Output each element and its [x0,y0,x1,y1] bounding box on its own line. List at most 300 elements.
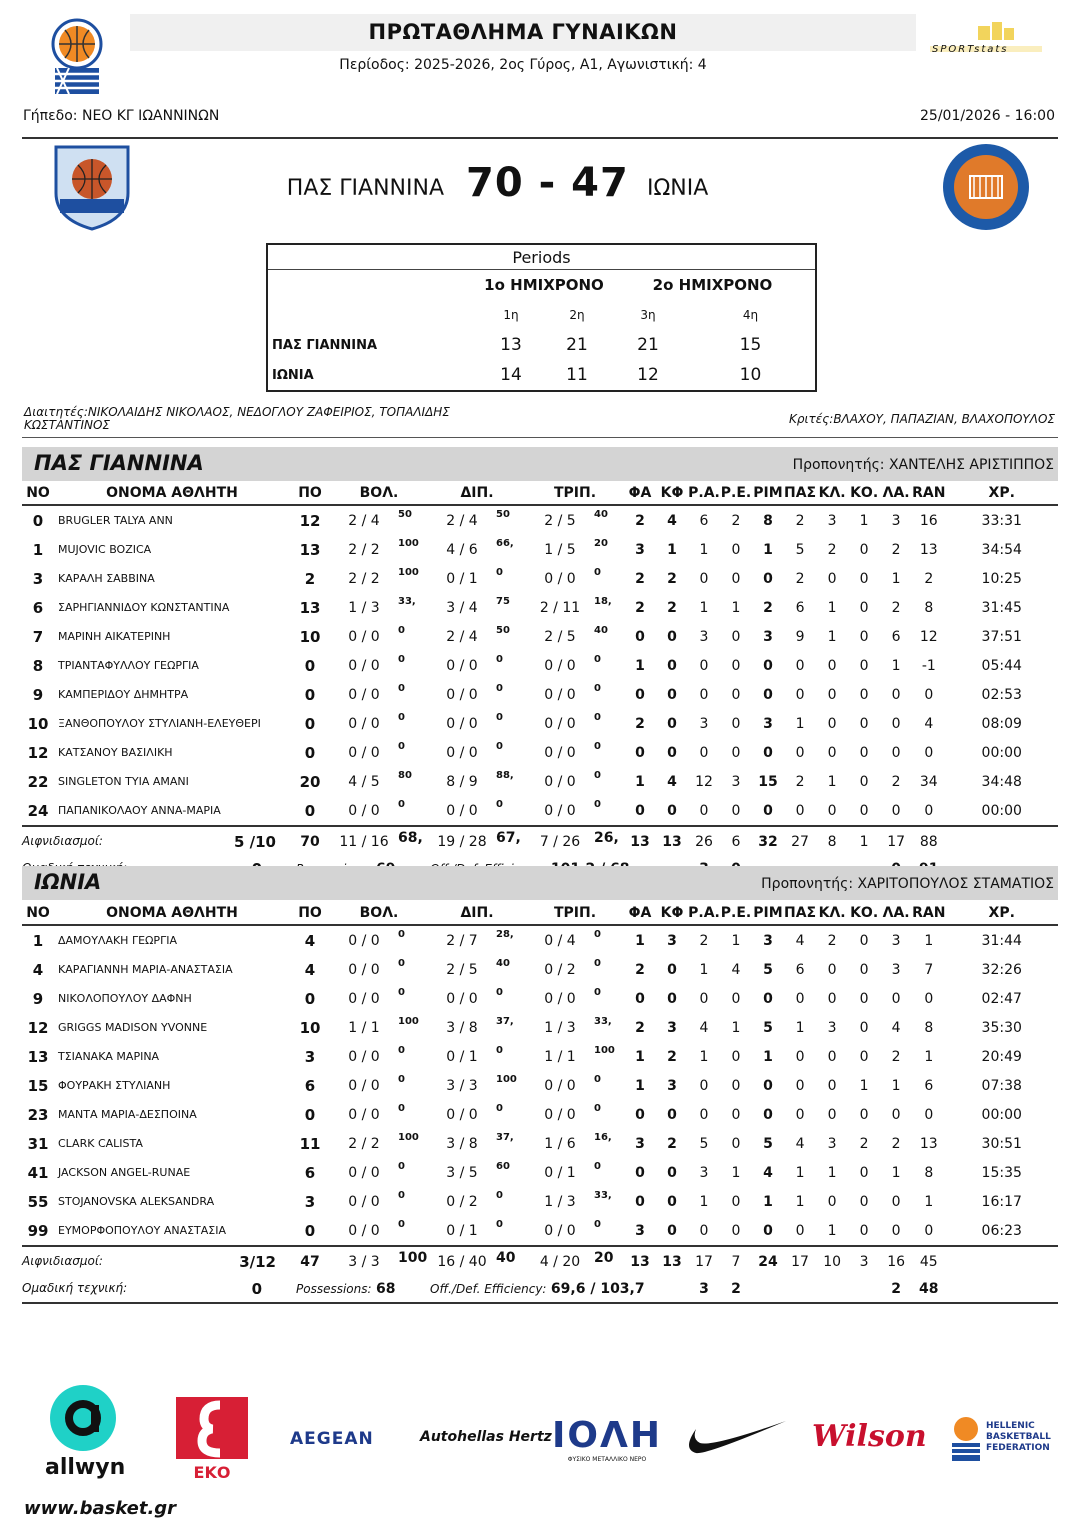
player-row [22,505,1058,535]
col-re: 0 [731,1135,741,1152]
col-name: ΕΥΜΟΡΦΟΠΟΥΛΟΥ ΑΝΑΣΤΑΣΙΑ [58,1224,227,1237]
col-ko: 0 [859,961,869,978]
total-ra: 17 [688,1246,720,1276]
col-no: 23 [27,1105,49,1124]
column-header: ΠΑΣ [784,902,816,925]
col-two: 2 / 4 [446,628,478,645]
col-ko: 0 [859,570,869,587]
col-rim: 0 [763,802,773,819]
col-fg: 0 / 0 [348,657,380,674]
col-pct: 0 [496,654,503,665]
col-pct: 0 [398,1161,405,1172]
total-fg: 3 / 3 [330,1246,398,1276]
col-no: 31 [27,1134,49,1153]
col-pct: 75 [496,596,510,607]
possessions-cell [290,1276,428,1303]
col-time: 31:45 [981,599,1022,616]
col-pas: 6 [795,599,805,616]
period-score: 13 [500,335,522,355]
col-ran: 16 [919,512,938,529]
col-three: 0 / 4 [544,932,576,949]
column-header: ΝΟ [22,902,54,925]
col-la: 0 [891,802,901,819]
col-time: 05:44 [981,657,1022,674]
column-header: ΚΛ. [816,482,848,505]
col-rim: 8 [763,512,773,529]
column-header: ΛΑ. [880,902,912,925]
col-rim: 0 [763,1222,773,1239]
col-pct: 0 [496,1190,503,1201]
column-header: ΚΟ. [848,482,880,505]
col-kl: 1 [827,628,837,645]
col-three: 1 / 1 [544,1048,576,1065]
col-re: 0 [731,1222,741,1239]
col-re: 0 [731,802,741,819]
col-ran: 4 [924,715,934,732]
player-row [22,1129,1058,1158]
col-rim: 0 [763,990,773,1007]
col-fg: 0 / 0 [348,1077,380,1094]
col-time: 00:00 [981,744,1022,761]
col-time: 07:38 [981,1077,1022,1094]
col-ran: 0 [924,1222,934,1239]
col-ra: 4 [699,1019,709,1036]
team-section-name: ΙΩΝΙΑ [34,870,102,894]
col-kf: 0 [667,1164,677,1181]
col-ra: 3 [699,715,709,732]
col-fa: 0 [635,686,645,703]
col-pct: 33, [594,1016,612,1027]
col-pct: 0 [398,712,405,723]
col-kl: 0 [827,961,837,978]
col-pts: 3 [304,1047,316,1066]
col-fa: 2 [635,715,645,732]
col-pct: 0 [594,958,601,969]
col-fg: 2 / 2 [348,570,380,587]
player-row [22,1158,1058,1187]
col-time: 16:17 [981,1193,1022,1210]
col-kl: 0 [827,1048,837,1065]
col-kf: 2 [667,1135,677,1152]
col-la: 0 [891,1106,901,1123]
col-pct: 18, [594,596,612,607]
team-empty [784,1276,816,1303]
total-two-pct: 67, [496,826,526,856]
col-two: 0 / 0 [446,744,478,761]
col-no: 24 [27,801,49,820]
col-re: 0 [731,715,741,732]
col-pas: 0 [795,744,805,761]
col-ko: 0 [859,628,869,645]
table-header-row [22,482,1058,505]
col-fg: 0 / 0 [348,932,380,949]
col-ko: 0 [859,1222,869,1239]
col-two: 0 / 0 [446,657,478,674]
col-re: 0 [731,1077,741,1094]
col-pas: 1 [795,1193,805,1210]
team-stats-row [22,1276,1058,1303]
col-pct: 0 [496,567,503,578]
team-la: 2 [880,1276,912,1303]
period-label: 1η [503,308,519,322]
col-rim: 0 [763,1106,773,1123]
col-ko: 0 [859,541,869,558]
col-la: 0 [891,715,901,732]
col-time: 06:23 [981,1222,1022,1239]
eko-text: ΕΚΟ [193,1463,231,1482]
col-no: 41 [27,1163,49,1182]
total-three: 7 / 26 [526,826,594,856]
col-pct: 0 [594,1161,601,1172]
col-pas: 0 [795,1106,805,1123]
col-fg: 0 / 0 [348,961,380,978]
col-pts: 6 [304,1076,316,1095]
col-pct: 100 [594,1045,615,1056]
col-re: 0 [731,1048,741,1065]
col-name: ΣΑΡΗΓΙΑΝΝΙΔΟΥ ΚΩΝΣΤΑΝΤΙΝΑ [58,601,230,614]
col-ran: 0 [924,686,934,703]
col-ran: 0 [924,990,934,1007]
col-pct: 0 [594,712,601,723]
player-row [22,1100,1058,1129]
col-two: 4 / 6 [446,541,478,558]
col-kl: 3 [827,1019,837,1036]
col-pts: 3 [304,1192,316,1211]
col-three: 1 / 3 [544,1193,576,1210]
col-name: MUJOVIC BOZICA [58,543,152,556]
aegean-logo: AEGEAN [290,1429,374,1449]
column-header: ΒΟΛ. [330,482,428,505]
col-la: 1 [891,1164,901,1181]
away-team-name: ΙΩΝΙΑ [647,176,709,201]
col-three: 2 / 5 [544,512,576,529]
player-row [22,1013,1058,1042]
col-pct: 0 [594,683,601,694]
col-pts: 13 [299,598,321,617]
col-ko: 0 [859,715,869,732]
col-pct: 0 [496,712,503,723]
col-time: 32:26 [981,961,1022,978]
col-pct: 0 [594,929,601,940]
col-fg: 0 / 0 [348,1048,380,1065]
col-pct: 33, [398,596,416,607]
col-rim: 4 [763,1164,773,1181]
total-ran: 88 [912,826,945,856]
col-pts: 0 [304,743,316,762]
col-la: 2 [891,599,901,616]
allwyn-logo [45,1385,125,1480]
col-name: JACKSON ANGEL-RUNAE [58,1166,191,1179]
col-fg: 0 / 0 [348,802,380,819]
total-ra: 26 [688,826,720,856]
total-two: 19 / 28 [428,826,496,856]
col-name: CLARK CALISTA [58,1137,143,1150]
col-re: 3 [731,773,741,790]
col-pct: 40 [594,509,608,520]
col-ran: 0 [924,744,934,761]
col-pct: 50 [496,625,510,636]
col-kl: 0 [827,715,837,732]
player-row [22,925,1058,955]
timeouts-value: 3/12 [239,1252,276,1271]
period-row-team: ΙΩΝΙΑ [272,367,314,383]
col-name: ΞΑΝΘΟΠΟΥΛΟΥ ΣΤΥΛΙΑΝΗ-ΕΛΕΥΘΕΡΙ [58,717,261,730]
col-ran: 1 [924,1048,934,1065]
col-pct: 0 [398,1074,405,1085]
col-pts: 10 [299,1018,321,1037]
col-pts: 6 [304,1163,316,1182]
player-row [22,796,1058,826]
home-team-logo [50,143,134,231]
total-pas: 17 [784,1246,816,1276]
second-half-label: 2ο ΗΜΙΧΡΟΝΟ [652,276,773,294]
team-empty [945,1276,1058,1303]
col-pas: 0 [795,686,805,703]
col-ko: 1 [859,512,869,529]
col-name: SINGLETON TYIA AMANI [58,775,189,788]
col-three: 0 / 0 [544,1222,576,1239]
col-three: 0 / 0 [544,773,576,790]
total-kf: 13 [656,826,688,856]
col-no: 9 [32,989,44,1008]
total-three: 4 / 20 [526,1246,594,1276]
col-kf: 0 [667,802,677,819]
col-pct: 0 [398,987,405,998]
allwyn-text: allwyn [45,1455,126,1480]
total-pas: 27 [784,826,816,856]
player-row [22,1216,1058,1246]
total-kl: 8 [816,826,848,856]
col-name: ΤΡΙΑΝΤΑΦΥΛΛΟΥ ΓΕΩΡΓΙΑ [58,659,199,672]
player-row [22,564,1058,593]
col-kl: 2 [827,932,837,949]
col-two: 0 / 1 [446,570,478,587]
column-header: ΔΙΠ. [428,902,526,925]
total-rim: 32 [752,826,784,856]
col-la: 2 [891,773,901,790]
col-no: 1 [32,540,44,559]
possessions-label: Possessions: [296,1282,372,1296]
col-two: 3 / 3 [446,1077,478,1094]
venue: Γήπεδο: ΝΕΟ ΚΓ ΙΩΑΝΝΙΝΩΝ [23,108,220,124]
team-empty [752,1276,784,1303]
column-header: ΠΑΣ [784,482,816,505]
col-ra: 0 [699,657,709,674]
col-pct: 0 [398,1103,405,1114]
col-pct: 0 [398,799,405,810]
col-ko: 0 [859,1193,869,1210]
box-score-table [22,482,1058,884]
team-empty [848,1276,880,1303]
iolh-subtitle: ΦΥΣΙΚΟ ΜΕΤΑΛΛΙΚΟ ΝΕΡΟ [567,1456,647,1463]
column-header: ΟΝΟΜΑ ΑΘΛΗΤΗ [54,482,290,505]
timeouts-value: 5 /10 [233,832,276,851]
col-ran: 8 [924,599,934,616]
column-header: ΚΦ [656,482,688,505]
col-ra: 0 [699,990,709,1007]
col-pas: 9 [795,628,805,645]
total-la: 17 [880,826,912,856]
col-fa: 1 [635,773,645,790]
col-rim: 5 [763,1019,773,1036]
col-pct: 0 [398,1045,405,1056]
column-header: RAN [912,482,945,505]
col-ran: 0 [924,1106,934,1123]
col-three: 0 / 0 [544,715,576,732]
col-kl: 0 [827,1193,837,1210]
col-ko: 0 [859,802,869,819]
col-no: 22 [27,772,49,791]
col-ran: -1 [921,657,936,674]
player-row [22,593,1058,622]
officials: Διαιτητές:ΝΙΚΟΛΑΙΔΗΣ ΝΙΚΟΛΑΟΣ, ΝΕΔΟΓΛΟΥ ΖΑΦΕΙΡΙΟΣ, ΤΟΠΑΛΙΔΗΣ ΚΩΣΤΑΝΤΙΝΟΣ [24,405,450,432]
col-ko: 0 [859,599,869,616]
col-re: 0 [731,744,741,761]
total-re: 6 [720,826,752,856]
efficiency-label: Off./Def. Efficiency: [430,1282,547,1296]
col-pas: 4 [795,1135,805,1152]
player-row [22,1187,1058,1216]
col-kl: 3 [827,1135,837,1152]
col-pct: 80 [398,770,412,781]
col-re: 2 [731,512,741,529]
col-pct: 0 [496,1219,503,1230]
total-kl: 10 [816,1246,848,1276]
col-kf: 1 [667,541,677,558]
col-ra: 5 [699,1135,709,1152]
col-kf: 0 [667,961,677,978]
col-pts: 0 [304,685,316,704]
col-pct: 0 [594,1103,601,1114]
col-fa: 3 [635,1135,645,1152]
total-ko: 1 [848,826,880,856]
col-fg: 0 / 0 [348,1193,380,1210]
col-name: ΔΑΜΟΥΛΑΚΗ ΓΕΩΡΓΙΑ [58,934,177,947]
col-rim: 3 [763,932,773,949]
col-fg: 0 / 0 [348,686,380,703]
col-la: 2 [891,1135,901,1152]
col-fg: 0 / 0 [348,715,380,732]
totals-label-cell [22,1246,290,1276]
website-link[interactable]: www.basket.gr [24,1498,177,1519]
col-fg: 1 / 1 [348,1019,380,1036]
col-two: 0 / 0 [446,1106,478,1123]
team-coach: Προπονητής: ΧΑΡΙΤΟΠΟΥΛΟΣ ΣΤΑΜΑΤΙΟΣ [761,876,1054,892]
col-kf: 0 [667,744,677,761]
col-ra: 12 [695,773,713,790]
column-header: ΧΡ. [945,902,1058,925]
col-pas: 5 [795,541,805,558]
total-ko: 3 [848,1246,880,1276]
col-no: 55 [27,1192,49,1211]
col-re: 1 [731,932,741,949]
col-rim: 1 [763,541,773,558]
total-three-pct: 26, [594,826,624,856]
player-row [22,622,1058,651]
col-kl: 1 [827,773,837,790]
col-rim: 5 [763,1135,773,1152]
col-re: 0 [731,1106,741,1123]
col-pct: 0 [496,987,503,998]
total-fa: 13 [624,1246,656,1276]
col-name: ΚΑΤΣΑΝΟΥ ΒΑΣΙΛΙΚΗ [58,746,173,759]
col-pts: 10 [299,627,321,646]
col-pas: 2 [795,773,805,790]
column-header: ΡΙΜ [752,902,784,925]
total-la: 16 [880,1246,912,1276]
col-kl: 0 [827,1106,837,1123]
col-ran: 2 [924,570,934,587]
col-no: 3 [32,569,44,588]
col-ran: 13 [919,541,938,558]
column-header: ΟΝΟΜΑ ΑΘΛΗΤΗ [54,902,290,925]
total-empty [945,826,1058,856]
col-ko: 0 [859,1048,869,1065]
col-re: 4 [731,961,741,978]
column-header: ΤΡΙΠ. [526,482,624,505]
period-label: 2η [569,308,585,322]
col-no: 4 [32,960,44,979]
col-re: 0 [731,628,741,645]
possessions-value: 68 [376,1281,396,1297]
period-label: 3η [640,308,656,322]
col-pts: 0 [304,1105,316,1124]
col-pct: 100 [398,538,419,549]
col-kl: 2 [827,541,837,558]
col-pct: 0 [594,741,601,752]
col-ra: 1 [699,599,709,616]
col-pct: 0 [398,1190,405,1201]
col-kl: 0 [827,686,837,703]
col-time: 10:25 [981,570,1022,587]
total-two: 16 / 40 [428,1246,496,1276]
player-row [22,984,1058,1013]
col-no: 0 [32,511,44,530]
col-two: 2 / 7 [446,932,478,949]
col-pts: 4 [304,931,316,950]
col-name: ΜΑΝΤΑ ΜΑΡΙΑ-ΔΕΣΠΟΙΝΑ [58,1108,197,1121]
col-ko: 1 [859,1077,869,1094]
column-header: ΤΡΙΠ. [526,902,624,925]
team-section-name: ΠΑΣ ΓΙΑΝΝΙΝΑ [34,451,204,475]
col-no: 9 [32,685,44,704]
col-time: 15:35 [981,1164,1022,1181]
col-time: 34:54 [981,541,1022,558]
col-pct: 100 [496,1074,517,1085]
col-ran: 8 [924,1164,934,1181]
col-two: 2 / 4 [446,512,478,529]
col-pas: 6 [795,961,805,978]
col-pts: 2 [304,569,316,588]
col-fg: 0 / 0 [348,744,380,761]
team-tech-cell [22,1276,290,1303]
col-la: 1 [891,1077,901,1094]
col-rim: 0 [763,1077,773,1094]
col-la: 2 [891,541,901,558]
col-pct: 40 [594,625,608,636]
col-pct: 100 [398,567,419,578]
team-empty [816,1276,848,1303]
col-rim: 0 [763,657,773,674]
hbf-logo [948,1415,1051,1475]
col-three: 1 / 3 [544,1019,576,1036]
col-pct: 50 [398,509,412,520]
col-kf: 2 [667,570,677,587]
col-pas: 0 [795,1077,805,1094]
box-score-table [22,902,1058,1304]
col-pas: 0 [795,657,805,674]
col-fa: 3 [635,1222,645,1239]
